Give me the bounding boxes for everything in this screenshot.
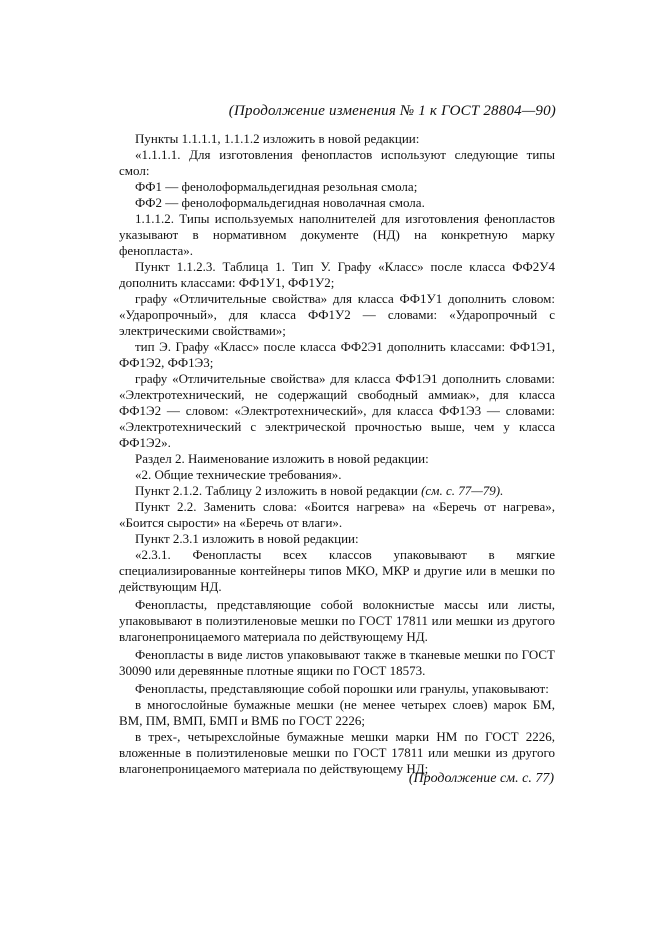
paragraph: ФФ1 — фенолоформальдегидная резольная смола; [135, 179, 418, 194]
paragraph: графу «Отличительные свойства» для класса ФФ1Э1 дополнить словами: «Электротехнический, не содержащий свободный аммиак», для класса ФФ1Э2 — словом: «Электротехнический», для класса ФФ1Э3 — словами: «Электротехнический с электрической прочностью выше, чем у класса ФФ1Э2». [119, 371, 555, 450]
paragraph: Фенопласты, представляющие собой порошки или гранулы, упаковывают: [135, 681, 549, 696]
document-body [119, 131, 555, 777]
paragraph: ФФ2 — фенолоформальдегидная новолачная смола. [135, 195, 425, 210]
paragraph: «2.3.1. Фенопласты всех классов упаковывают в мягкие специализированные контейнеры типов МКО, МКР и другие или в мешки по действующим НД. [119, 547, 555, 594]
paragraph-table-ref [119, 483, 555, 499]
paragraph: в многослойные бумажные мешки (не менее четырех слоев) марок БМ, ВМ, ПМ, ВМП, БМП и ВМБ по ГОСТ 2226; [119, 697, 555, 728]
continuation-header: (Продолжение изменения № 1 к ГОСТ 28804—90) [228, 103, 556, 119]
paragraph: Пункты 1.1.1.1, 1.1.1.2 изложить в новой редакции: [135, 131, 420, 146]
table-ref-text: Пункт 2.1.2. Таблицу 2 изложить в новой редакции [135, 483, 422, 498]
paragraph: «1.1.1.1. Для изготовления фенопластов используют следующие типы смол: [119, 147, 555, 178]
table-ref-pages: (см. с. 77—79). [421, 483, 504, 498]
paragraph: тип Э. Графу «Класс» после класса ФФ2Э1 дополнить классами: ФФ1Э1, ФФ1Э2, ФФ1Э3; [119, 339, 555, 370]
paragraph: «2. Общие технические требования». [135, 467, 342, 482]
paragraph: в трех-, четырехслойные бумажные мешки марки НМ по ГОСТ 2226, вложенные в полиэтиленовые мешки по ГОСТ 17811 или мешки из другого влагонепроницаемого материала по действующему НД; [119, 729, 555, 776]
paragraph: Пункт 2.2. Заменить слова: «Боится нагрева» на «Беречь от нагрева», «Боится сырости» на «Беречь от влаги». [119, 499, 555, 530]
paragraph: Раздел 2. Наименование изложить в новой редакции: [135, 451, 429, 466]
paragraph: 1.1.1.2. Типы используемых наполнителей для изготовления фенопластов указывают в нормативном документе (НД) на конкретную марку фенопласта». [119, 211, 555, 258]
paragraph: графу «Отличительные свойства» для класса ФФ1У1 дополнить словом: «Ударопрочный», для класса ФФ1У2 — словами: «Ударопрочный с электрическими свойствами»; [119, 291, 555, 338]
continuation-footer: (Продолжение см. с. 77) [408, 771, 554, 786]
paragraph: Фенопласты в виде листов упаковывают также в тканевые мешки по ГОСТ 30090 или деревянные плотные ящики по ГОСТ 18573. [119, 647, 555, 678]
paragraph: Пункт 2.3.1 изложить в новой редакции: [135, 531, 359, 546]
paragraph: Пункт 1.1.2.3. Таблица 1. Тип У. Графу «Класс» после класса ФФ2У4 дополнить классами: ФФ1У1, ФФ1У2; [119, 259, 555, 290]
paragraph: Фенопласты, представляющие собой волокнистые массы или листы, упаковывают в полиэтиленовые мешки по ГОСТ 17811 или мешки из другого влагонепроницаемого материала по действующему НД. [119, 597, 555, 644]
